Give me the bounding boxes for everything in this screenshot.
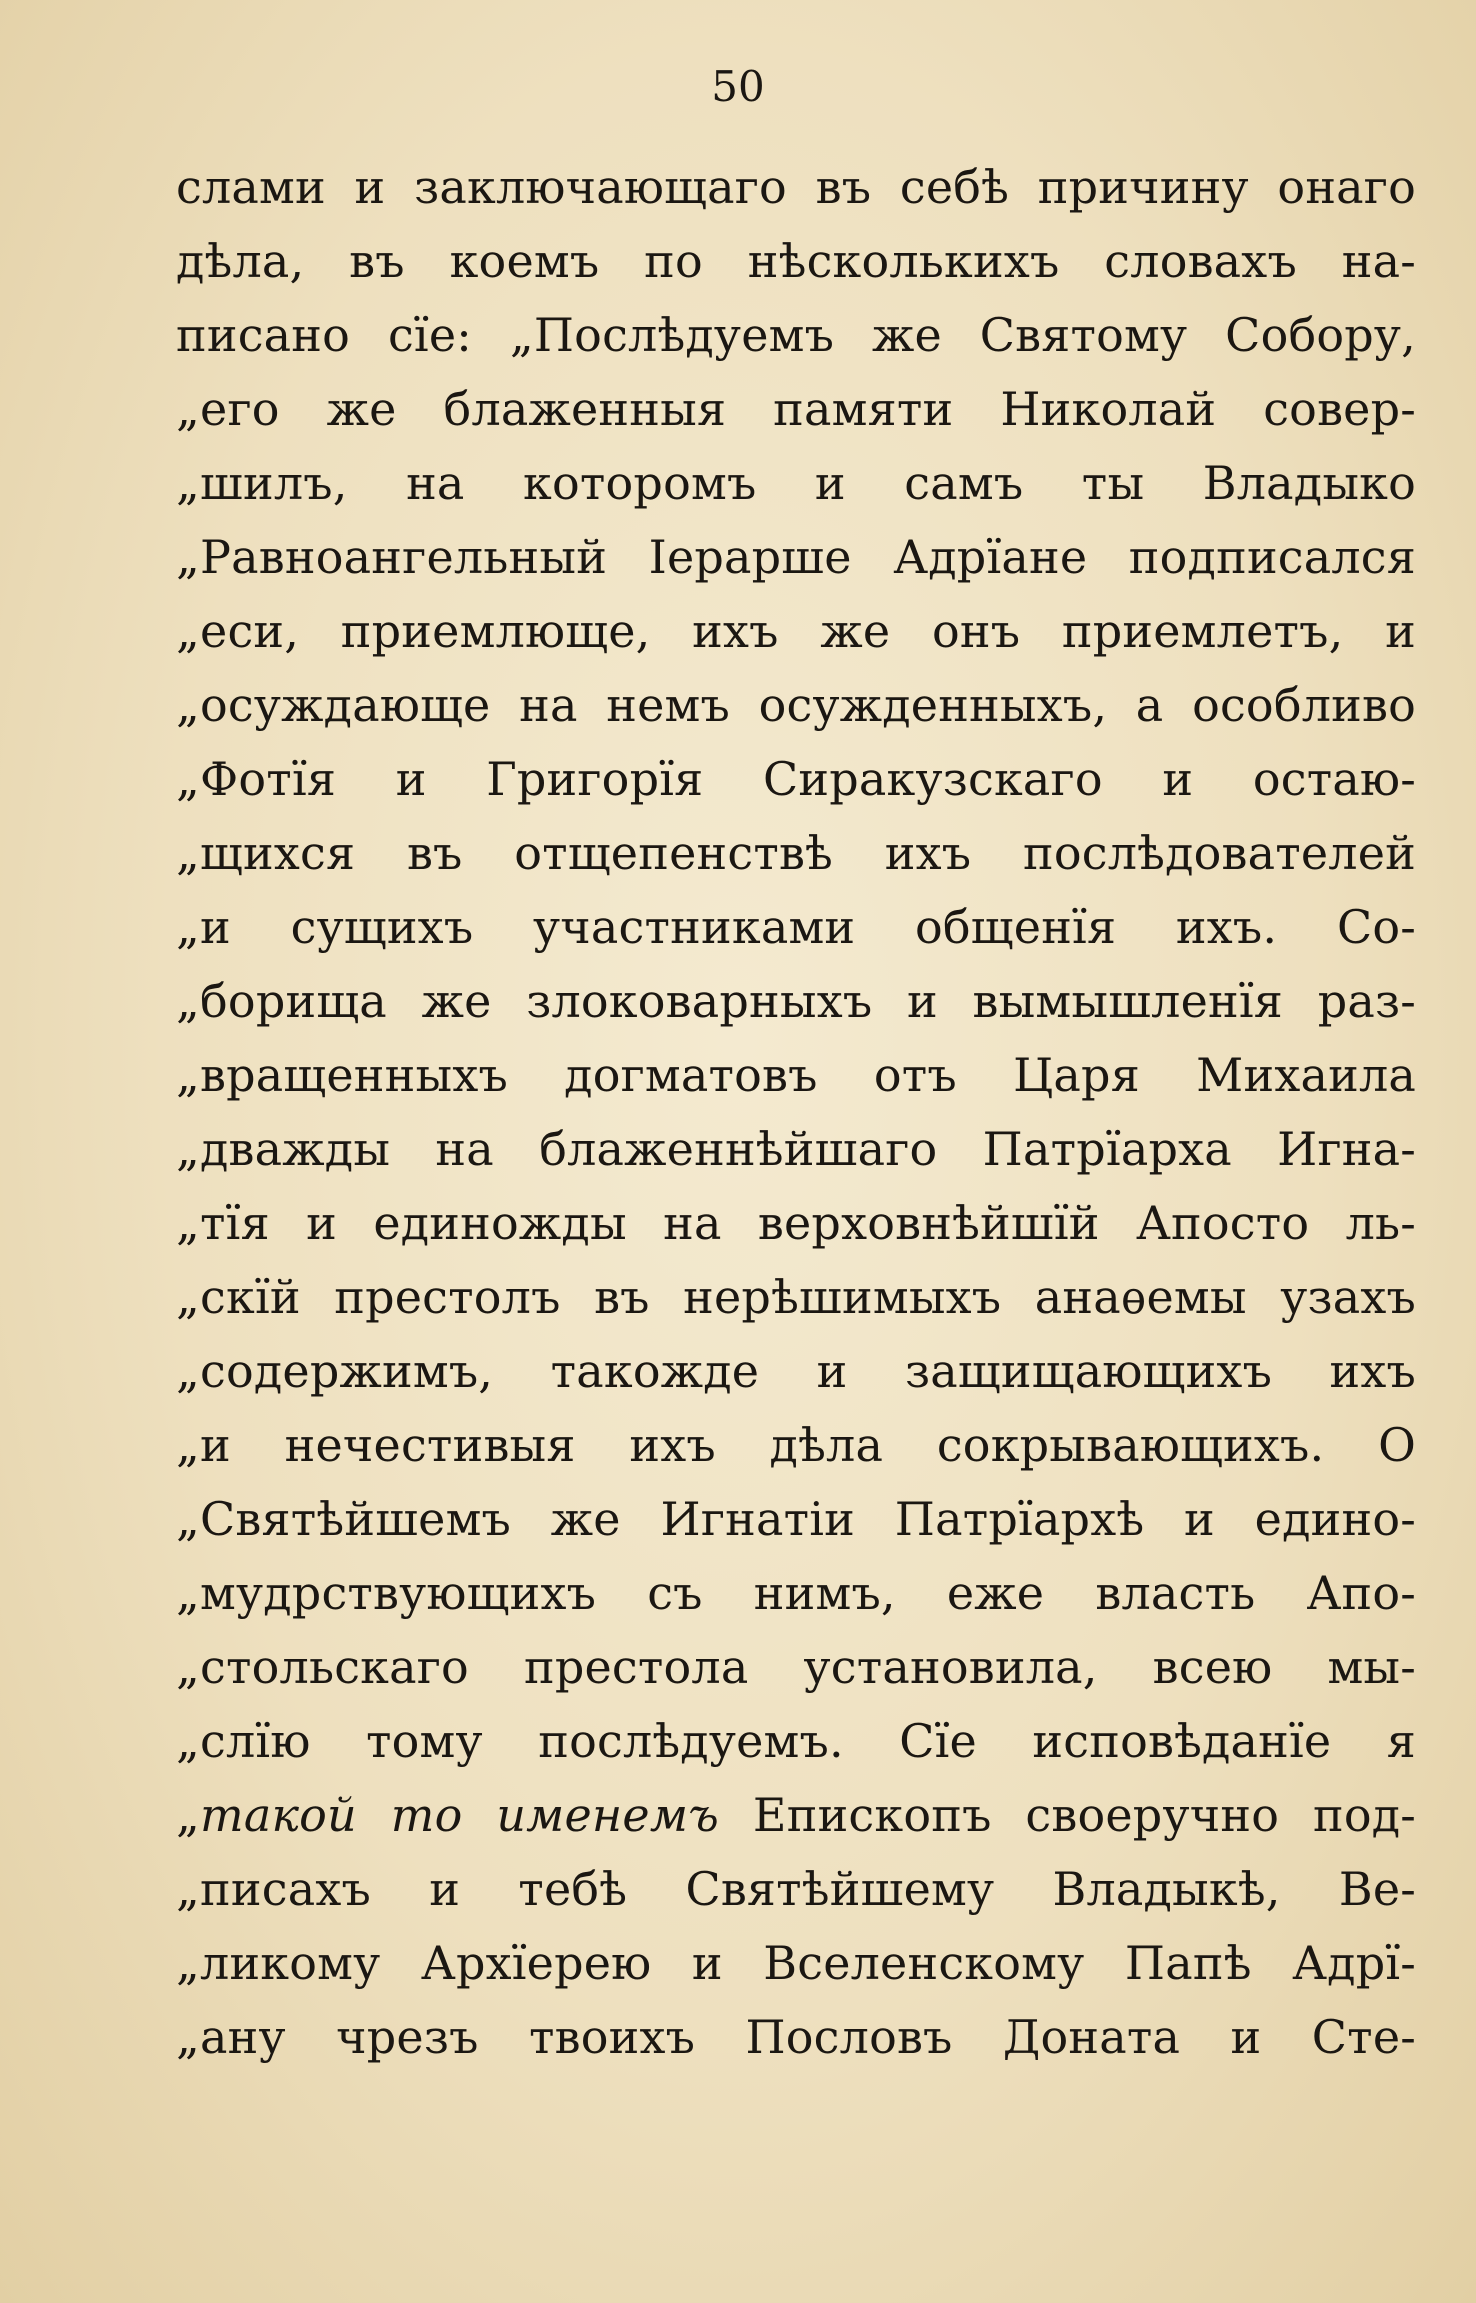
text-line-10: „щихся въ отщепенствѣ ихъ послѣдователей: [176, 826, 1416, 880]
text-line-3: писано сїе: „Послѣдуемъ же Святому Собору,: [176, 308, 1416, 362]
text-line-7: „еси, приемлюще, ихъ же онъ приемлетъ, и: [176, 604, 1416, 658]
text-line-25: „ликому Архїерею и Вселенскому Папѣ Адрї-: [176, 1936, 1416, 1990]
text-line-22: „слїю тому послѣдуемъ. Сїе исповѣданїе я: [176, 1714, 1416, 1768]
text-line-9: „Фотїя и Григорїя Сиракузскаго и остаю-: [176, 752, 1416, 806]
text-line-5: „шилъ, на которомъ и самъ ты Владыко: [176, 456, 1416, 510]
text-line-23-quote: „: [176, 1788, 201, 1842]
text-line-12: „борища же злоковарныхъ и вымышленїя раз-: [176, 974, 1416, 1028]
text-line-20: „мудрствующихъ съ нимъ, еже власть Апо-: [176, 1566, 1416, 1620]
text-line-24: „писахъ и тебѣ Святѣйшему Владыкѣ, Ве-: [176, 1862, 1416, 1916]
page-number: 50: [711, 62, 765, 111]
text-line-16: „скїй престолъ въ нерѣшимыхъ анаѳемы узахъ: [176, 1270, 1416, 1324]
text-line-6: „Равноангельный Iерарше Адрїане подписался: [176, 530, 1416, 584]
text-line-26: „ану чрезъ твоихъ Пословъ Доната и Сте-: [176, 2010, 1416, 2064]
text-line-21: „стольскаго престола установила, всею мы-: [176, 1640, 1416, 1694]
text-line-23: [176, 1778, 1416, 1852]
text-line-4: „его же блаженныя памяти Николай совер-: [176, 382, 1416, 436]
text-line-11: „и сущихъ участниками общенїя ихъ. Со-: [176, 900, 1416, 954]
text-line-15: „тїя и единожды на верховнѣйшїй Апосто ль-: [176, 1196, 1416, 1250]
body-text: [176, 150, 1416, 2074]
text-line-13: „вращенныхъ догматовъ отъ Царя Михаила: [176, 1048, 1416, 1102]
text-line-19: „Святѣйшемъ же Игнатiи Патрїархѣ и едино-: [176, 1492, 1416, 1546]
text-line-23-rest: Епископъ своеручно под-: [719, 1788, 1416, 1842]
text-line-18: „и нечестивыя ихъ дѣла сокрывающихъ. О: [176, 1418, 1416, 1472]
text-line-2: дѣла, въ коемъ по нѣсколькихъ словахъ на-: [176, 234, 1416, 288]
text-line-17: „содержимъ, такожде и защищающихъ ихъ: [176, 1344, 1416, 1398]
text-line-14: „дважды на блаженнѣйшаго Патрїарха Игна-: [176, 1122, 1416, 1176]
text-line-23-italic: такой то именемъ: [200, 1788, 720, 1842]
text-line-8: „осуждающе на немъ осужденныхъ, а особливо: [176, 678, 1416, 732]
text-line-1: слами и заключающаго въ себѣ причину онаго: [176, 160, 1416, 214]
